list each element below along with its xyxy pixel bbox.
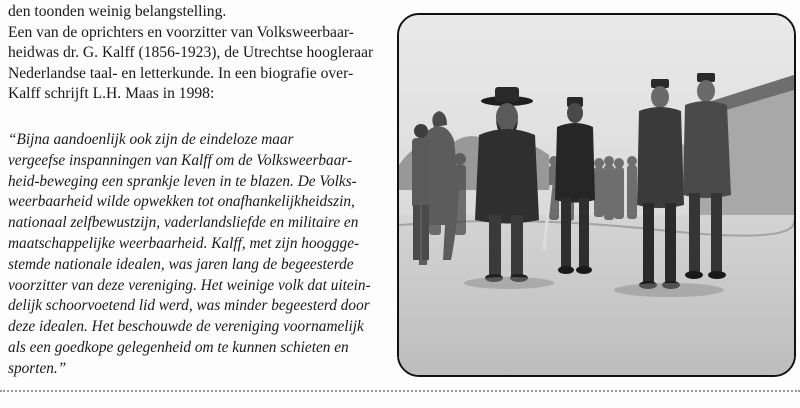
page-divider [0, 390, 800, 392]
quote-line: weerbaarheid wilde opwekken tot onafhankelijkheidszin, [8, 193, 355, 211]
quote-line: heid-beweging een sprankje leven in te blazen. De Volks- [8, 172, 357, 190]
photo-shadow [614, 283, 724, 297]
quote-line: voorzitter van deze vereniging. Het weinige volk dat uitein- [8, 276, 371, 294]
quote-line: sporten.” [8, 359, 67, 377]
quote-line: als een goedkope gelegenheid om te kunnen schieten en [8, 338, 349, 356]
intro-line: den toonden weinig belangstelling. [8, 3, 227, 20]
intro-line: Nederlandse taal- en letterkunde. In een biografie over- [8, 64, 354, 82]
quote-line: deze idealen. Het beschouwde de vereniging voornamelijk [8, 318, 364, 336]
quote-line: nationaal zelfbewustzijn, vaderlandsliefde en militaire en [8, 214, 359, 232]
quote-line: maatschappelijke weerbaarheid. Kalff, met zijn hooggge- [8, 234, 360, 252]
intro-line: Een van de oprichters en voorzitter van Volksweerbaar- [8, 23, 354, 41]
quote-line: vergeefse inspanningen van Kalff om de Volksweerbaar- [8, 151, 353, 169]
intro-line: heidwas dr. G. Kalff (1856-1923), de Utrechtse hoogleraar [8, 44, 374, 62]
intro-line: Kalff schrijft L.H. Maas in 1998: [8, 85, 215, 103]
quote-line: “Bijna aandoenlijk ook zijn de eindeloze maar [8, 131, 294, 148]
photo-shadow [464, 277, 554, 289]
quote-line: delijk schoorvoetend lid werd, was minder begeesterd door [8, 297, 370, 315]
intro-paragraph [8, 2, 390, 105]
historical-photo [397, 13, 796, 377]
photo-illustration [399, 15, 794, 375]
photo-ground [399, 215, 794, 375]
block-quote [8, 130, 393, 380]
quote-line: stemde nationale idealen, was jaren lang de begeesterde [8, 255, 354, 273]
